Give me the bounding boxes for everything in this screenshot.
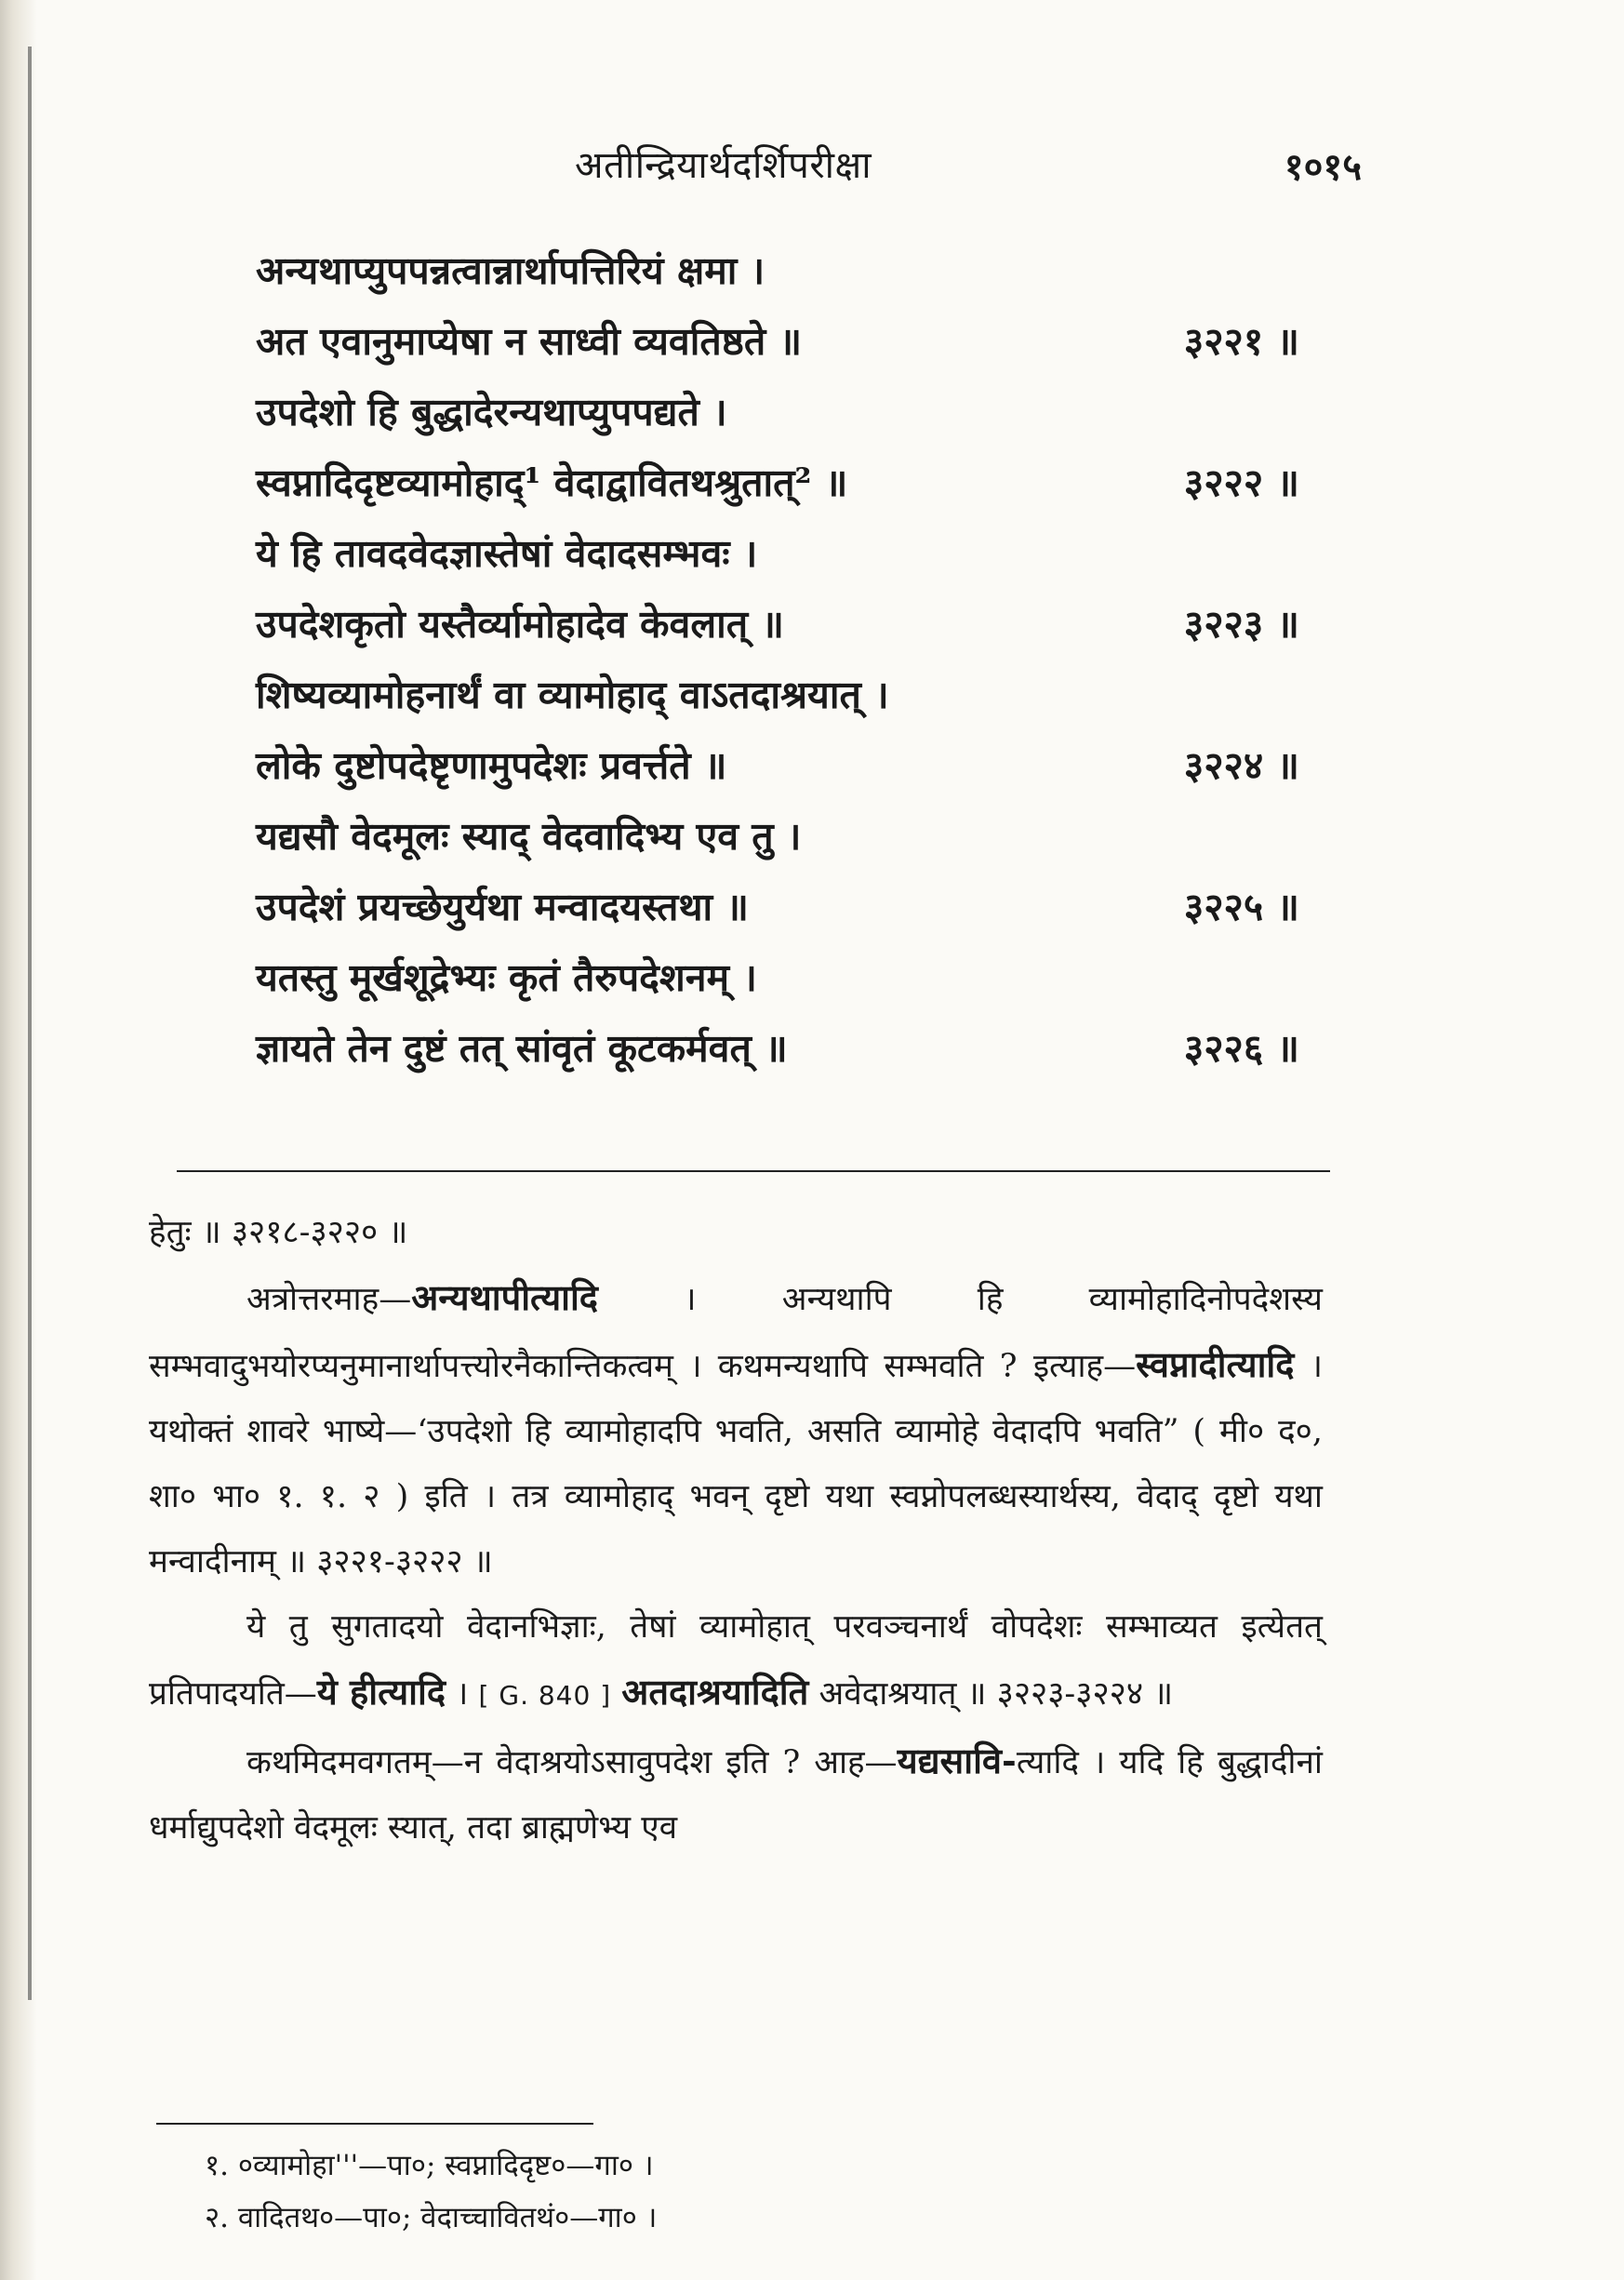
verse-block (256, 244, 1299, 1092)
verse-text: उपदेशो हि बुद्धादेरन्यथाप्युपपद्यते । (256, 390, 727, 434)
verse-number: ३२२२ ॥ (1183, 460, 1299, 505)
verse-text: ज्ञायते तेन दुष्टं तत् सांवृतं कूटकर्मवत् ॥ (256, 1026, 788, 1071)
edition-page-reference: [ G. 840 ] (478, 1680, 612, 1711)
commentary-paragraph (149, 1594, 1323, 1728)
lemma: स्वप्नादीत्यादि (1136, 1343, 1295, 1385)
footnotes (205, 2140, 1228, 2244)
verse-line (256, 385, 1299, 456)
commentary-text: । अन्यथापि हि व्यामोहादिनोपदेशस्य सम्भवादुभयोरप्यनुमानार्थापत्त्योरनैकान्तिकत्वम् । कथमन्यथापि सम्भवति ? इत्याह— (149, 1281, 1323, 1385)
verse-line (256, 739, 1299, 809)
verse-text: स्वप्नादिदृष्टव्यामोहाद्¹ वेदाद्वावितथश्रुतात्² ॥ (256, 460, 848, 505)
verse-line (256, 597, 1299, 668)
verse-commentary-divider (177, 1170, 1330, 1172)
verse-number: ३२२१ ॥ (1183, 319, 1299, 364)
verse-text: उपदेशं प्रयच्छेयुर्यथा मन्वादयस्तथा ॥ (256, 885, 749, 929)
page-header (0, 138, 1624, 193)
verse-line (256, 314, 1299, 385)
verse-line (256, 668, 1299, 739)
commentary-text: अवेदाश्रयात् ॥ ३२२३-३२२४ ॥ (819, 1675, 1174, 1713)
commentary-paragraph (149, 1200, 1323, 1265)
running-title: अतीन्द्रियार्थदर्शिपरीक्षा (575, 144, 872, 187)
lemma: अतदाश्रयादिति (621, 1671, 809, 1713)
verse-line (256, 809, 1299, 880)
commentary-paragraph (149, 1728, 1323, 1860)
footnote: १. ०व्यामोहा'''—पा०; स्वप्नादिदृष्ट०—गा० । (205, 2149, 654, 2182)
verse-text: यतस्तु मूर्खशूद्रेभ्यः कृतं तैरुपदेशनम् । (256, 955, 757, 1000)
verse-text: लोके दुष्टोपदेष्टृणामुपदेशः प्रवर्त्तते ॥ (256, 743, 727, 788)
footnote-divider (156, 2123, 593, 2125)
verse-line (256, 1021, 1299, 1092)
commentary-text: अत्रोत्तरमाह— (246, 1281, 412, 1318)
commentary-block (149, 1200, 1323, 1860)
commentary-paragraph (149, 1265, 1323, 1594)
verse-line (256, 527, 1299, 597)
verse-text: अत एवानुमाप्येषा न साध्वी व्यवतिष्ठते ॥ (256, 319, 803, 364)
verse-line (256, 456, 1299, 527)
scan-edge-shadow (0, 0, 37, 2280)
commentary-text: कथमिदमवगतम्—न वेदाश्रयोऽसावुपदेश इति ? आह— (246, 1744, 898, 1781)
commentary-text: हेतुः ॥ ३२१८-३२२० ॥ (149, 1214, 408, 1251)
verse-line (256, 880, 1299, 951)
commentary-text: । यथोक्तं शावरे भाष्ये—‘उपदेशो हि व्यामोहादपि भवति, असति व्यामोहे वेदादपि भवति” ( मी० द०, शा० भा० १. १. २ ) इति । तत्र व्यामोहाद् भवन् दृष्टो यथा स्वप्नोपलब्धस्यार्थस्य, वेदाद् दृष्टो यथा मन्वादीनाम् ॥ ३२२१-३२२२ ॥ (149, 1348, 1323, 1580)
binding-edge-line (28, 47, 32, 2000)
lemma: अन्यथापीत्यादि (411, 1276, 598, 1318)
verse-text: शिष्यव्यामोहनार्थं वा व्यामोहाद् वाऽतदाश्रयात् । (256, 673, 889, 717)
verse-text: यद्यसौ वेदमूलः स्याद् वेदवादिभ्य एव तु । (256, 814, 802, 859)
verse-line (256, 244, 1299, 314)
commentary-text: । (456, 1675, 469, 1713)
verse-text: उपदेशकृतो यस्तैर्व्यामोहादेव केवलात् ॥ (256, 602, 784, 647)
verse-number: ३२२३ ॥ (1183, 602, 1299, 647)
verse-line (256, 951, 1299, 1021)
commentary-text: ये तु सुगतादयो वेदानभिज्ञाः, तेषां व्यामोहात् परवञ्चनार्थं वोपदेशः सम्भाव्यत इत्येतत् प्रतिपादयति— (149, 1608, 1323, 1713)
footnote: २. वादितथ०—पा०; वेदाच्चावितथं०—गा० । (205, 2201, 658, 2234)
verse-text: ये हि तावदवेदज्ञास्तेषां वेदादसम्भवः । (256, 531, 758, 576)
lemma: यद्यसावि- (897, 1740, 1017, 1781)
commentary-text: त्यादि । यदि हि बुद्धादीनां धर्माद्युपदेशो वेदमूलः स्यात्, तदा ब्राह्मणेभ्य एव (149, 1744, 1323, 1847)
verse-number: ३२२४ ॥ (1183, 743, 1299, 788)
verse-number: ३२२५ ॥ (1183, 885, 1299, 929)
verse-text: अन्यथाप्युपपन्नत्वान्नार्थापत्तिरियं क्षमा । (256, 248, 765, 293)
lemma: ये हीत्यादि (316, 1671, 446, 1713)
page-number: १०१५ (1284, 145, 1362, 189)
verse-number: ३२२६ ॥ (1183, 1026, 1299, 1071)
